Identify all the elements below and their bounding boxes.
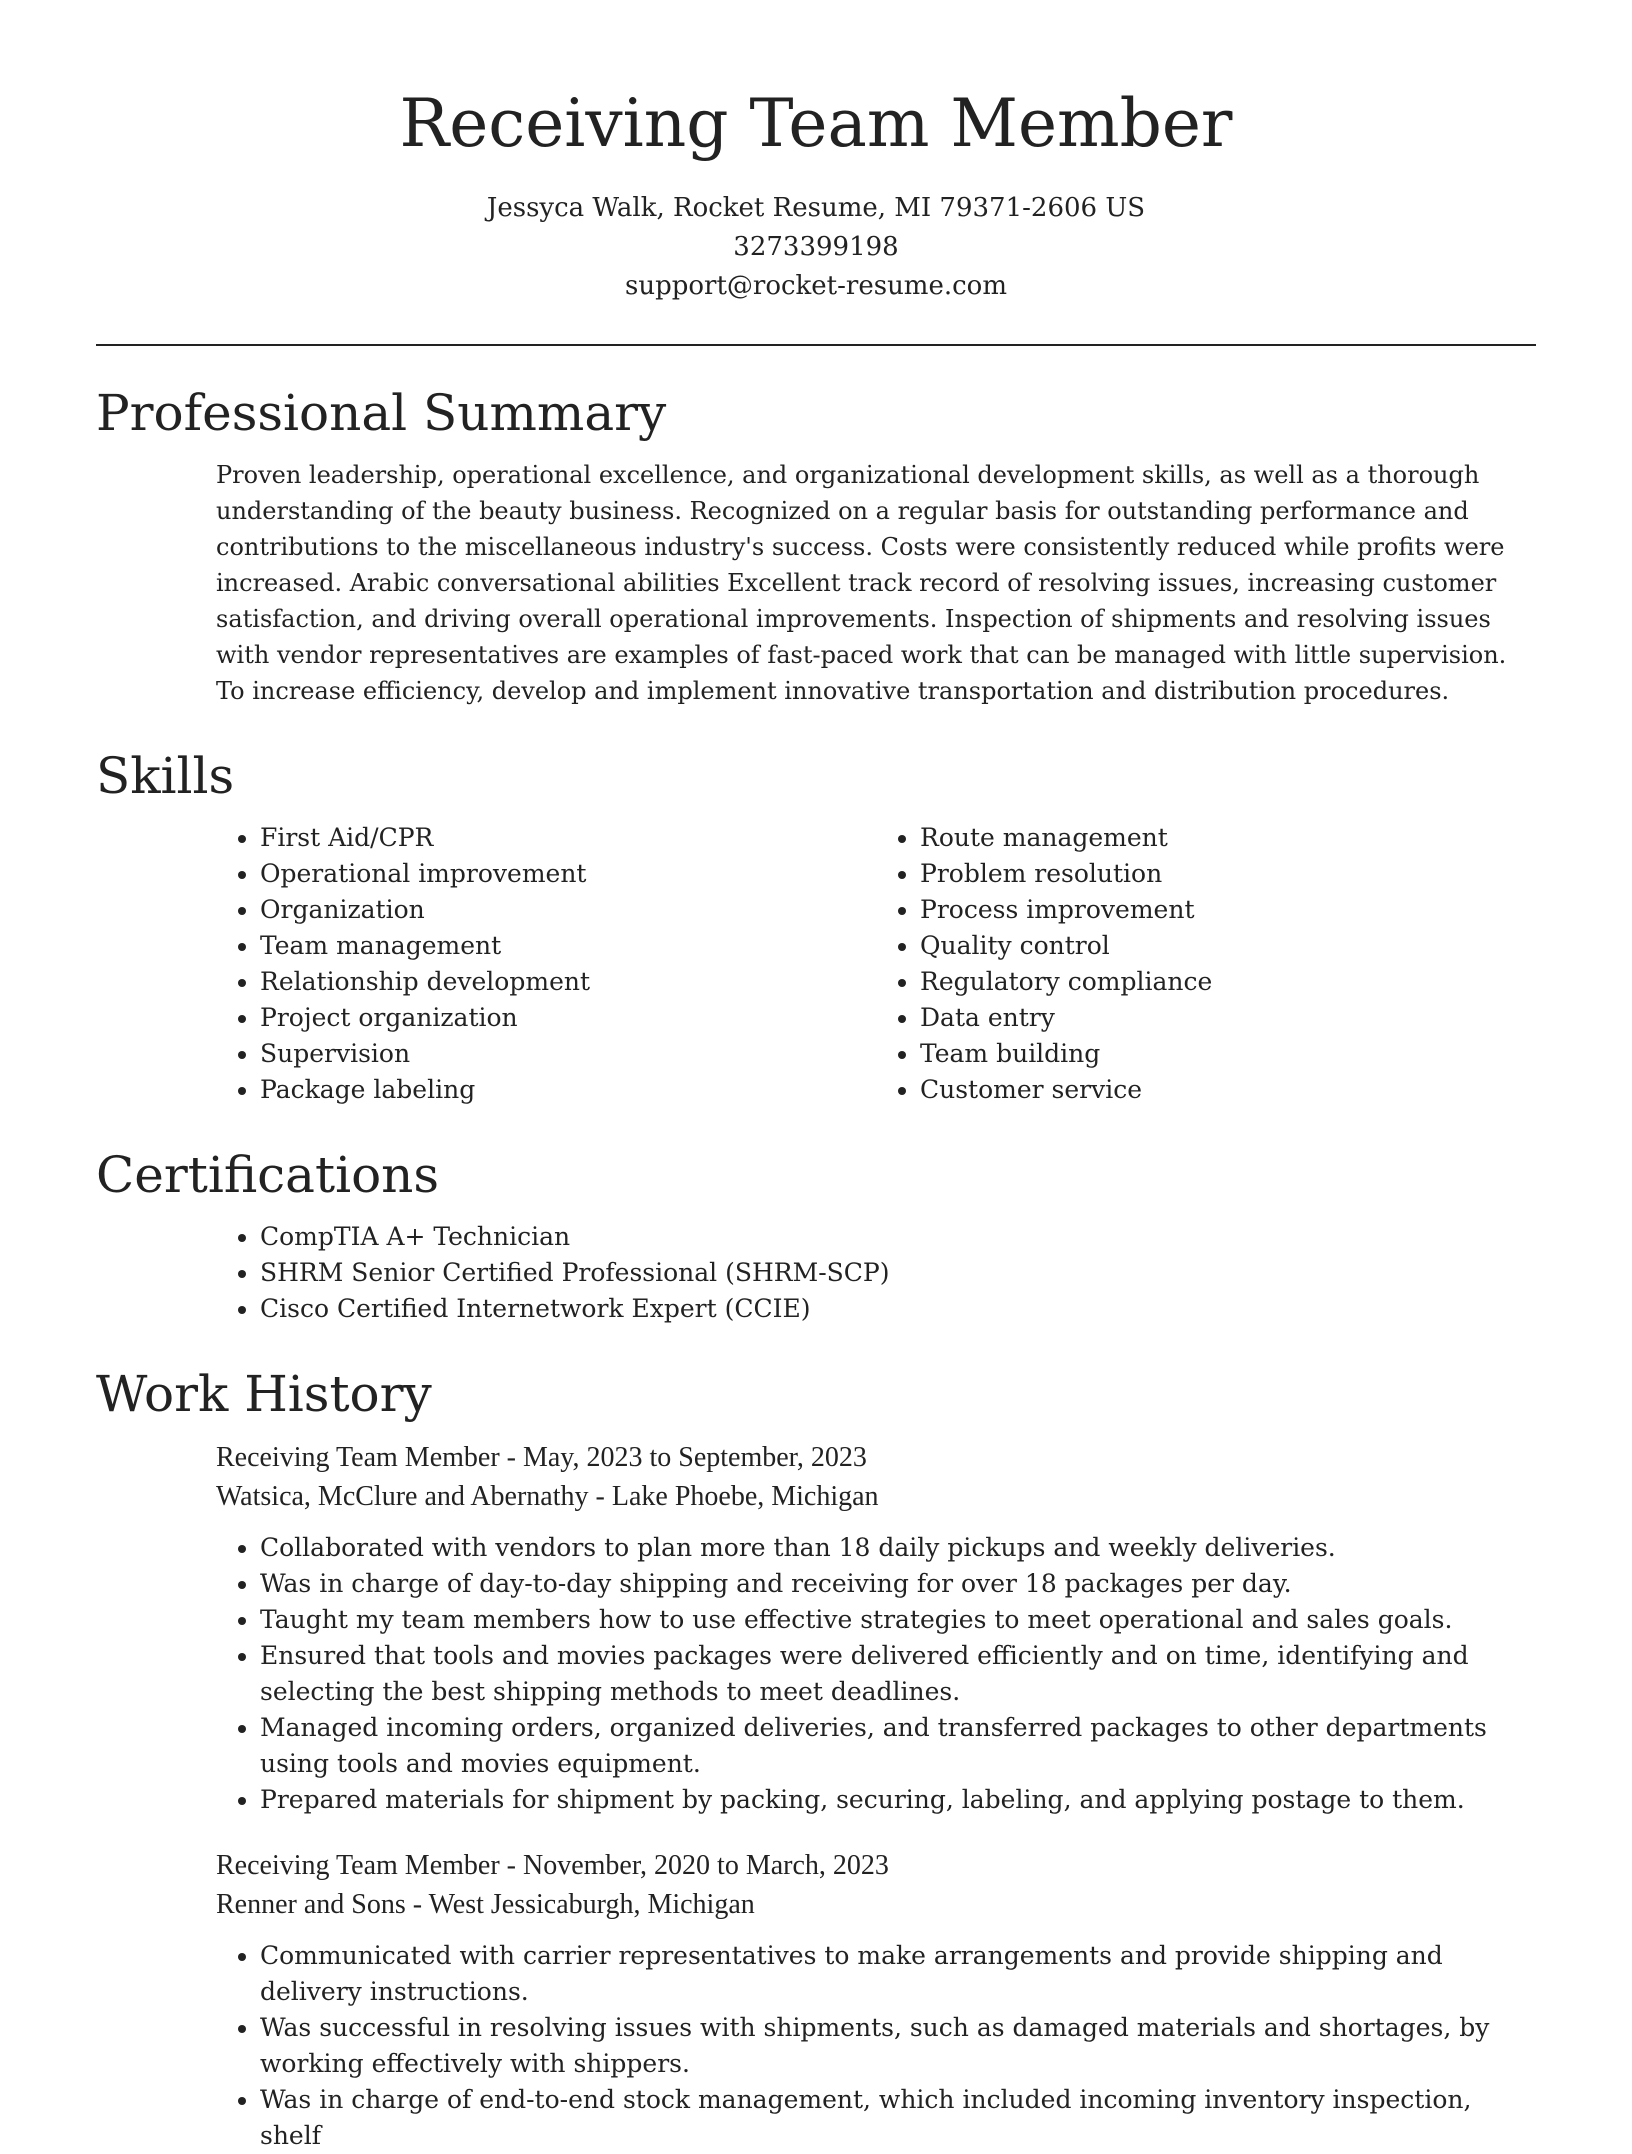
skill-item: • Team building	[920, 1036, 1536, 1072]
contact-address: Jessyca Walk, Rocket Resume, MI 79371-2606 US	[486, 193, 1146, 224]
skill-item: • Supervision	[260, 1036, 876, 1072]
job-company-line: Renner and Sons - West Jessicaburgh, Michigan	[216, 1889, 755, 1921]
certifications-list	[216, 1219, 1536, 1327]
job-dates: November, 2020 to March, 2023	[522, 1850, 889, 1882]
work-history-heading: Work History	[96, 1365, 432, 1424]
job-entry	[216, 1438, 1536, 1818]
job-title-line: Receiving Team Member - May, 2023 to September, 2023	[216, 1442, 867, 1474]
skill-item: • Problem resolution	[920, 856, 1536, 892]
summary-section	[96, 386, 1536, 709]
header-divider	[96, 344, 1536, 346]
job-bullet: • Was in charge of day-to-day shipping and receiving for over 18 packages per day.	[260, 1566, 1536, 1602]
job-title: Receiving Team Member	[216, 1850, 500, 1882]
job-bullet: • Was successful in resolving issues with shipments, such as damaged materials and shortages, by working effectively with shippers.	[260, 2010, 1536, 2082]
skills-columns	[216, 820, 1536, 1108]
skills-list-left	[216, 820, 876, 1108]
skill-item: • First Aid/CPR	[260, 820, 876, 856]
job-title-line: Receiving Team Member - November, 2020 to March, 2023	[216, 1850, 889, 1882]
certification-item: • CompTIA A+ Technician	[260, 1219, 1536, 1255]
contact-block	[96, 189, 1536, 306]
resume-header	[96, 0, 1536, 306]
job-entry	[216, 1846, 1536, 2154]
certifications-section	[96, 1148, 1536, 1327]
job-bullet: • Collaborated with vendors to plan more than 18 daily pickups and weekly deliveries.	[260, 1530, 1536, 1566]
skill-item: • Regulatory compliance	[920, 964, 1536, 1000]
certification-item: • Cisco Certified Internetwork Expert (CCIE)	[260, 1291, 1536, 1327]
skill-item: • Project organization	[260, 1000, 876, 1036]
skill-item: • Customer service	[920, 1072, 1536, 1108]
job-title: Receiving Team Member	[216, 1442, 500, 1474]
job-company: Renner and Sons	[216, 1889, 406, 1921]
contact-phone: 3273399198	[733, 232, 899, 263]
skill-item: • Data entry	[920, 1000, 1536, 1036]
skill-item: • Relationship development	[260, 964, 876, 1000]
job-bullet: • Prepared materials for shipment by packing, securing, labeling, and applying postage to them.	[260, 1782, 1536, 1818]
skill-item: • Route management	[920, 820, 1536, 856]
job-bullet: • Managed incoming orders, organized deliveries, and transferred packages to other departments using tools and movies equipment.	[260, 1710, 1536, 1782]
job-location: West Jessicaburgh, Michigan	[428, 1889, 755, 1921]
skills-list-right	[876, 820, 1536, 1108]
skill-item: • Operational improvement	[260, 856, 876, 892]
summary-heading: Professional Summary	[96, 384, 667, 443]
job-location: Lake Phoebe, Michigan	[611, 1481, 879, 1513]
job-bullet: • Taught my team members how to use effective strategies to meet operational and sales goals.	[260, 1602, 1536, 1638]
certification-item: • SHRM Senior Certified Professional (SHRM-SCP)	[260, 1255, 1536, 1291]
skill-item: • Organization	[260, 892, 876, 928]
certifications-heading: Certifications	[96, 1146, 440, 1205]
resume-title: Receiving Team Member	[399, 85, 1233, 162]
job-dates: May, 2023 to September, 2023	[522, 1442, 867, 1474]
contact-email: support@rocket-resume.com	[624, 271, 1007, 302]
job-bullets	[96, 1530, 1536, 1818]
skill-item: • Package labeling	[260, 1072, 876, 1108]
job-bullet: • Was in charge of end-to-end stock management, which included incoming inventory inspection, shelf	[260, 2082, 1536, 2154]
summary-text: Proven leadership, operational excellence, and organizational development skills, as well as a thorough understanding of the beauty business. Recognized on a regular basis for outstanding performance and contributions to the miscellaneous industry's success. Costs were consistently reduced while profits were increased. Arabic conversational abilities Excellent track record of resolving issues, increasing customer satisfaction, and driving overall operational improvements. Inspection of shipments and resolving issues with vendor representatives are examples of fast-paced work that can be managed with little supervision. To increase efficiency, develop and implement innovative transportation and distribution procedures.	[216, 461, 1507, 706]
skill-item: • Team management	[260, 928, 876, 964]
job-company-line: Watsica, McClure and Abernathy - Lake Phoebe, Michigan	[216, 1481, 879, 1513]
skill-item: • Process improvement	[920, 892, 1536, 928]
job-bullet: • Ensured that tools and movies packages were delivered efficiently and on time, identifying and selecting the best shipping methods to meet deadlines.	[260, 1638, 1536, 1710]
job-company: Watsica, McClure and Abernathy	[216, 1481, 589, 1513]
job-bullet: • Communicated with carrier representatives to make arrangements and provide shipping and delivery instructions.	[260, 1938, 1536, 2010]
job-bullets	[96, 1938, 1536, 2154]
skill-item: • Quality control	[920, 928, 1536, 964]
skills-heading: Skills	[96, 747, 235, 806]
skills-section	[96, 749, 1536, 1108]
work-history-section	[96, 1367, 1536, 2154]
